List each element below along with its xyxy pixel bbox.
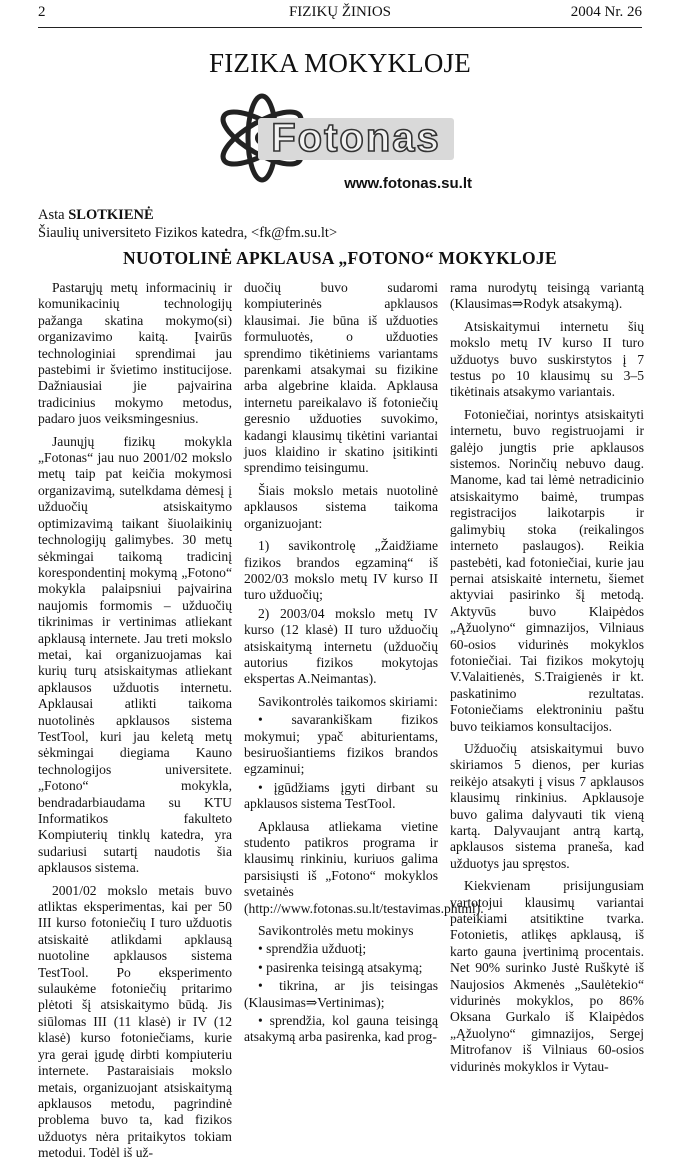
paragraph: Savikontrolės metu mokinys: [258, 923, 414, 939]
issue-label: 2004 Nr. 26: [570, 4, 642, 20]
author-last-name: SLOTKIENĖ: [68, 207, 154, 223]
page-number: 2: [38, 4, 46, 20]
paragraph: rama nurodytų teisingą variantą (Klausimas⇒Rodyk atsakymą).: [450, 280, 644, 312]
column-1: [38, 280, 232, 1168]
list-item: • pasirenka teisingą atsakymą;: [258, 959, 423, 975]
list-item: 1) savikontrolę „Žaidžiame fizikos brandos egzaminą“ iš 2002/03 mokslo metų IV kurso II turo užduočių;: [244, 538, 438, 603]
paragraph: Šiais mokslo metais nuotolinė apklausos sistema taikoma organizuojant:: [244, 482, 438, 531]
column-3: [450, 280, 644, 1081]
author-block: [38, 206, 337, 242]
section-title: FIZIKA MOKYKLOJE: [209, 48, 471, 78]
paragraph: Jaunųjų fizikų mokykla „Fotonas“ jau nuo 2001/02 mokslo metų taip pat keičia mokymosi organizavimą, sutelkdama dėmesį į užduočių atsiskaitymo optimizavimą taikant šiuolaikinių technologijų galimybes. 30 metų sėkmingai taikomą tradicinį korespondentinį mokymą „Fotono“ mokykla palaipsniui pajvairina naujomis formomis – užduočių tikrinimas ir vertinimas atliekant apklausą internete. Jau treti mokslo metai, kai organizuojamas kai kurių turų atsiskaitymas atliekant apklausos užduotis internetu. Apklausai atlikti taikoma nuotolinės apklausos sistema TestTool, kuri jau keletą metų sėkmingai diegiama Kauno technologijos universitete. „Fotono“ mokykla, bendradarbiaudama su KTU Informatikos fakulteto Kompiuterių tinklų katedra, yra sudariusi sutartį naudotis šia apklausos sistema.: [38, 433, 232, 876]
paragraph: Savikontrolės taikomos skiriami:: [258, 693, 438, 709]
logo-url: www.fotonas.su.lt: [344, 175, 472, 192]
paragraph: Atsiskaitymui internetu šių mokslo metų IV kurso II turo užduotys buvo suskirstytos į 7 testus po 10 klausimų su 3–5 tikėtinais atsakymo variantais.: [450, 318, 644, 400]
paragraph: 2001/02 mokslo metais buvo atliktas eksperimentas, kai per 50 III kurso fotoniečių I turo užduotis atsiskaitė atlikdami apklausą nuotoline apklausos sistema TestTool. Po eksperimento sulaukėme fotoniečių pritarimo plėtoti šį atsiskaitymo būdą. Jis siūlomas III (11 klasė) ir IV (12 klasė) kurso fotoniečiams, kurie yra gerai įgudę dirbti kompiuteriu internete. Pastaraisiais mokslo metais, organizuojant atsiskaitymą apklausos metodu, pagrindinė problema buvo ta, kad fizikos užduotys nėra pritaikytos tokiam metodui. Todėl iš už-: [38, 882, 232, 1161]
logo-word: Fotonas: [271, 116, 441, 160]
author-first-name: Asta: [38, 207, 65, 223]
paragraph: Fotoniečiai, norintys atsiskaityti internetu, buvo registruojami ir galėjo jungtis prie apklausos sistemos. Norinčių nebuvo daug. Manome, kad tai lėmė netradicinio atsiskaitymo baimė, trumpas registracijos laikotarpis ir galimybių stoka (reikalingos interneto paslaugos). Reikia pastebėti, kad fotoniečiai, kurie jau pernai atsiskaitė internetu, šiemet aktyviai pasirinko šį metodą. Aktyvūs buvo Klaipėdos „Ąžuolyno“ gimnazijos, Vilniaus 60-osios vidurinės mokyklos fotoniečiai. Tai fizikos mokytojų V.Valaitienės, S.Traigienės ir kt. paskatinimo rezultatas. Fotoniečiams elektroniniu paštu buvo teikiamos konsultacijos.: [450, 406, 644, 734]
list-item: • sprendžia užduotį;: [258, 941, 367, 957]
paragraph: duočių buvo sudaromi kompiuterinės apklausos klausimai. Jie būna iš užduoties formuluotės, o užduoties sprendimo tikėtiniems variantams parenkami atsakymai su fizikine arba algebrine klaida. Apklausa internetu pareikalavo iš fotoniečių geresnio užduoties suvokimo, kadangi klausimų tikėtini variantai juos klaidino ir skatino įsitikinti sprendimo teisingumu.: [244, 280, 438, 476]
list-item: • tikrina, ar jis teisingas (Klausimas⇒Vertinimas);: [244, 978, 438, 1010]
column-2: [244, 280, 484, 1048]
paragraph: Užduočių atsiskaitymui buvo skiriamos 5 dienos, per kurias reikėjo atsakyti į visus 7 apklausos klausimų rinkinius. Apklausoje buvo galima dalyvauti tik vieną kartą. Dalyvaujant antrą kartą, apklausos sistema pranešа, kad užduotys jau spręstos.: [450, 740, 644, 871]
list-item: • savarankiškam fizikos mokymui; ypač abiturientams, besiruošiantiems fizikos brandos egzaminui;: [244, 712, 438, 777]
fotonas-logo: [210, 92, 480, 204]
list-item: • įgūdžiams įgyti dirbant su apklausos sistema TestTool.: [244, 779, 438, 812]
paragraph: Kiekvienam prisijungusiam vartotojui klausimų variantai pateikiami atsitiktine tvarka. Fotonietis, atlikęs apklausą, iš karto gauna įvertinimą procentais. Net 90% surinko Justė Ruškytė iš Naujosios Akmenės „Saulėtekio“ vidurinės mokyklos, po 86% Oksana Gurkalo iš Klaipėdos „Ąžuolyno“ gimnazijos, Sergej Mitrofanov iš Vilniaus 60-osios vidurinės mokyklos ir Vytau-: [450, 878, 644, 1074]
author-affiliation: Šiaulių universiteto Fizikos katedra, <fk@fm.su.lt>: [38, 225, 338, 241]
journal-name: FIZIKŲ ŽINIOS: [288, 4, 392, 20]
paragraph: Apklausa atliekama vietine studento patikros programa ir klausimų rinkiniu, kuriuos galima parsisiųsti iš „Fotono“ mokyklos svetainės (http://www.fotonas.su.lt/testavimas.phtml).: [244, 818, 484, 916]
list-item: 2) 2003/04 mokslo metų IV kurso (12 klasė) II turo užduočių atsiskaitymą internetu (užduočių autorius fizikos mokytojas ekspertas A.Neimantas).: [244, 605, 438, 687]
header-rule: [38, 27, 642, 28]
article-title: NUOTOLINĖ APKLAUSA „FOTONO“ MOKYKLOJE: [123, 248, 557, 268]
list-item: • sprendžia, kol gauna teisingą atsakymą arba pasirenka, kad prog-: [244, 1013, 438, 1045]
paragraph: Pastarųjų metų informacinių ir komunikacinių technologijų pažanga skatina mokymo(si) organizavimo kaitą. Įvairūs technologiniai sprendimai jau pastebimi ir švietimo institucijose. Dažniausiai jie pajvairina tradicinius mokymo metodus, padaro juos veiksmingesnius.: [38, 280, 232, 427]
author-name: [38, 206, 337, 224]
running-header: [38, 4, 642, 24]
